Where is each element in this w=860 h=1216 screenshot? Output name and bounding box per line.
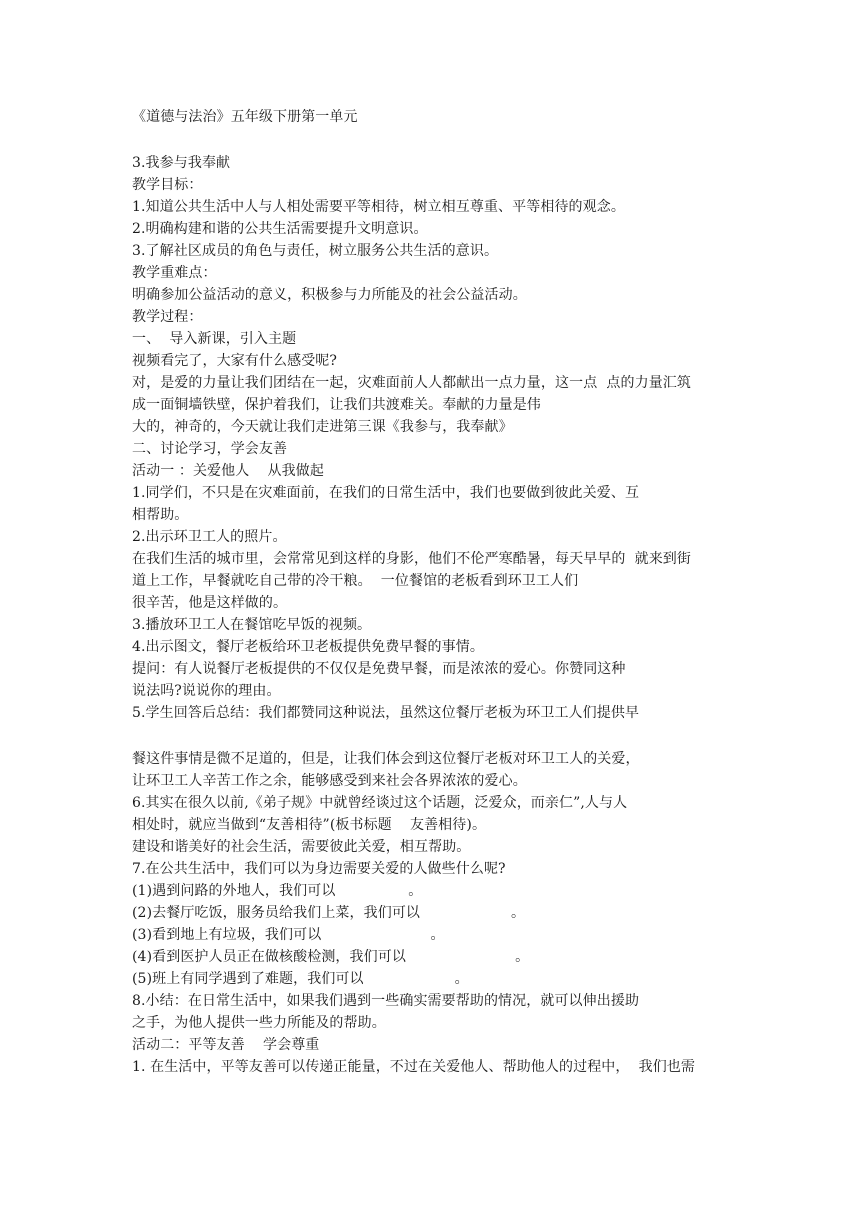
text-line: 视频看完了，大家有什么感受呢? xyxy=(132,353,338,369)
text-line: 7.在公共生活中，我们可以为身边需要关爱的人做些什么呢? xyxy=(132,861,506,877)
text-line: 2.出示环卫工人的照片。 xyxy=(132,529,287,545)
text-line: 之手，为他人提供一些力所能及的帮助。 xyxy=(132,1015,386,1031)
text-line: 2.明确构建和谐的公共生活需要提升文明意识。 xyxy=(132,221,428,237)
doc-header: 《道德与法治》五年级下册第一单元 xyxy=(132,109,358,125)
text-line: 提问：有人说餐厅老板提供的不仅仅是免费早餐，而是浓浓的爱心。你赞同这种 xyxy=(132,661,626,677)
text-line: 3.播放环卫工人在餐馆吃早饭的视频。 xyxy=(132,617,372,633)
list-item: (1)遇到问路的外地人，我们可以 。 xyxy=(132,883,423,899)
text-line: 说法吗?说说你的理由。 xyxy=(132,683,281,699)
activity-heading: 活动一 ：关爱他人 从我做起 xyxy=(132,463,324,479)
text-line: 对，是爱的力量让我们团结在一起，灾难面前人人都献出一点力量，这一点 点的力量汇筑 xyxy=(132,375,691,391)
text-line: 明确参加公益活动的意义，积极参与力所能及的社会公益活动。 xyxy=(132,287,527,303)
text-line: 8.小结：在日常生活中，如果我们遇到一些确实需要帮助的情况，就可以伸出援助 xyxy=(132,993,640,1009)
section-heading: 一、 导入新课，引入主题 xyxy=(132,331,297,347)
text-line: 成一面铜墙铁壁，保护着我们，让我们共渡难关。奉献的力量是伟 xyxy=(132,397,541,413)
text-line: 相帮助。 xyxy=(132,507,189,523)
activity-heading: 活动二：平等友善 学会尊重 xyxy=(132,1037,320,1053)
lesson-title: 3.我参与我奉献 xyxy=(132,155,231,171)
section-heading: 二、讨论学习，学会友善 xyxy=(132,441,288,457)
text-line: 1.同学们，不只是在灾难面前，在我们的日常生活中，我们也要做到彼此关爱、互 xyxy=(132,485,640,501)
text-line: 道上工作，早餐就吃自己带的冷干粮。 一位餐馆的老板看到环卫工人们 xyxy=(132,573,579,589)
list-item: (2)去餐厅吃饭，服务员给我们上菜，我们可以 。 xyxy=(132,905,526,921)
text-line: 在我们生活的城市里，会常常见到这样的身影，他们不伦严寒酷暑，每天早早的 就来到街 xyxy=(132,551,691,567)
section-heading: 教学重难点： xyxy=(132,265,217,281)
text-line: 3.了解社区成员的角色与责任，树立服务公共生活的意识。 xyxy=(132,243,499,259)
list-item: (5)班上有同学遇到了难题，我们可以 。 xyxy=(132,971,469,987)
text-line: 5.学生回答后总结：我们都赞同这种说法，虽然这位餐厅老板为环卫工人们提供早 xyxy=(132,705,640,721)
text-line: 大的，神奇的，今天就让我们走进第三课《我参与，我奉献》 xyxy=(132,419,513,435)
section-heading: 教学过程： xyxy=(132,309,203,325)
text-line: 6.其实在很久以前,《弟子规》中就曾经谈过这个话题，泛爱众，而亲仁”,人与人 xyxy=(132,795,628,811)
text-line: 1. 在生活中，平等友善可以传递正能量，不过在关爱他人、帮助他人的过程中， 我们也需 xyxy=(132,1059,696,1075)
text-line: 让环卫工人辛苦工作之余，能够感受到来社会各界浓浓的爱心。 xyxy=(132,773,527,789)
section-heading: 教学目标： xyxy=(132,177,203,193)
text-line: 餐这件事情是微不足道的，但是，让我们体会到这位餐厅老板对环卫工人的关爱， xyxy=(132,751,640,767)
text-line: 相处时，就应当做到“友善相待”(板书标题 友善相待)。 xyxy=(132,817,487,833)
list-item: (4)看到医护人员正在做核酸检测，我们可以 。 xyxy=(132,949,530,965)
text-line: 很辛苦，他是这样做的。 xyxy=(132,595,288,611)
text-line: 4.出示图文，餐厅老板给环卫老板提供免费早餐的事情。 xyxy=(132,639,484,655)
text-line: 1.知道公共生活中人与人相处需要平等相待，树立相互尊重、平等相待的观念。 xyxy=(132,199,625,215)
text-line: 建设和谐美好的社会生活，需要彼此关爱，相互帮助。 xyxy=(132,839,471,855)
list-item: (3)看到地上有垃圾，我们可以 。 xyxy=(132,927,445,943)
